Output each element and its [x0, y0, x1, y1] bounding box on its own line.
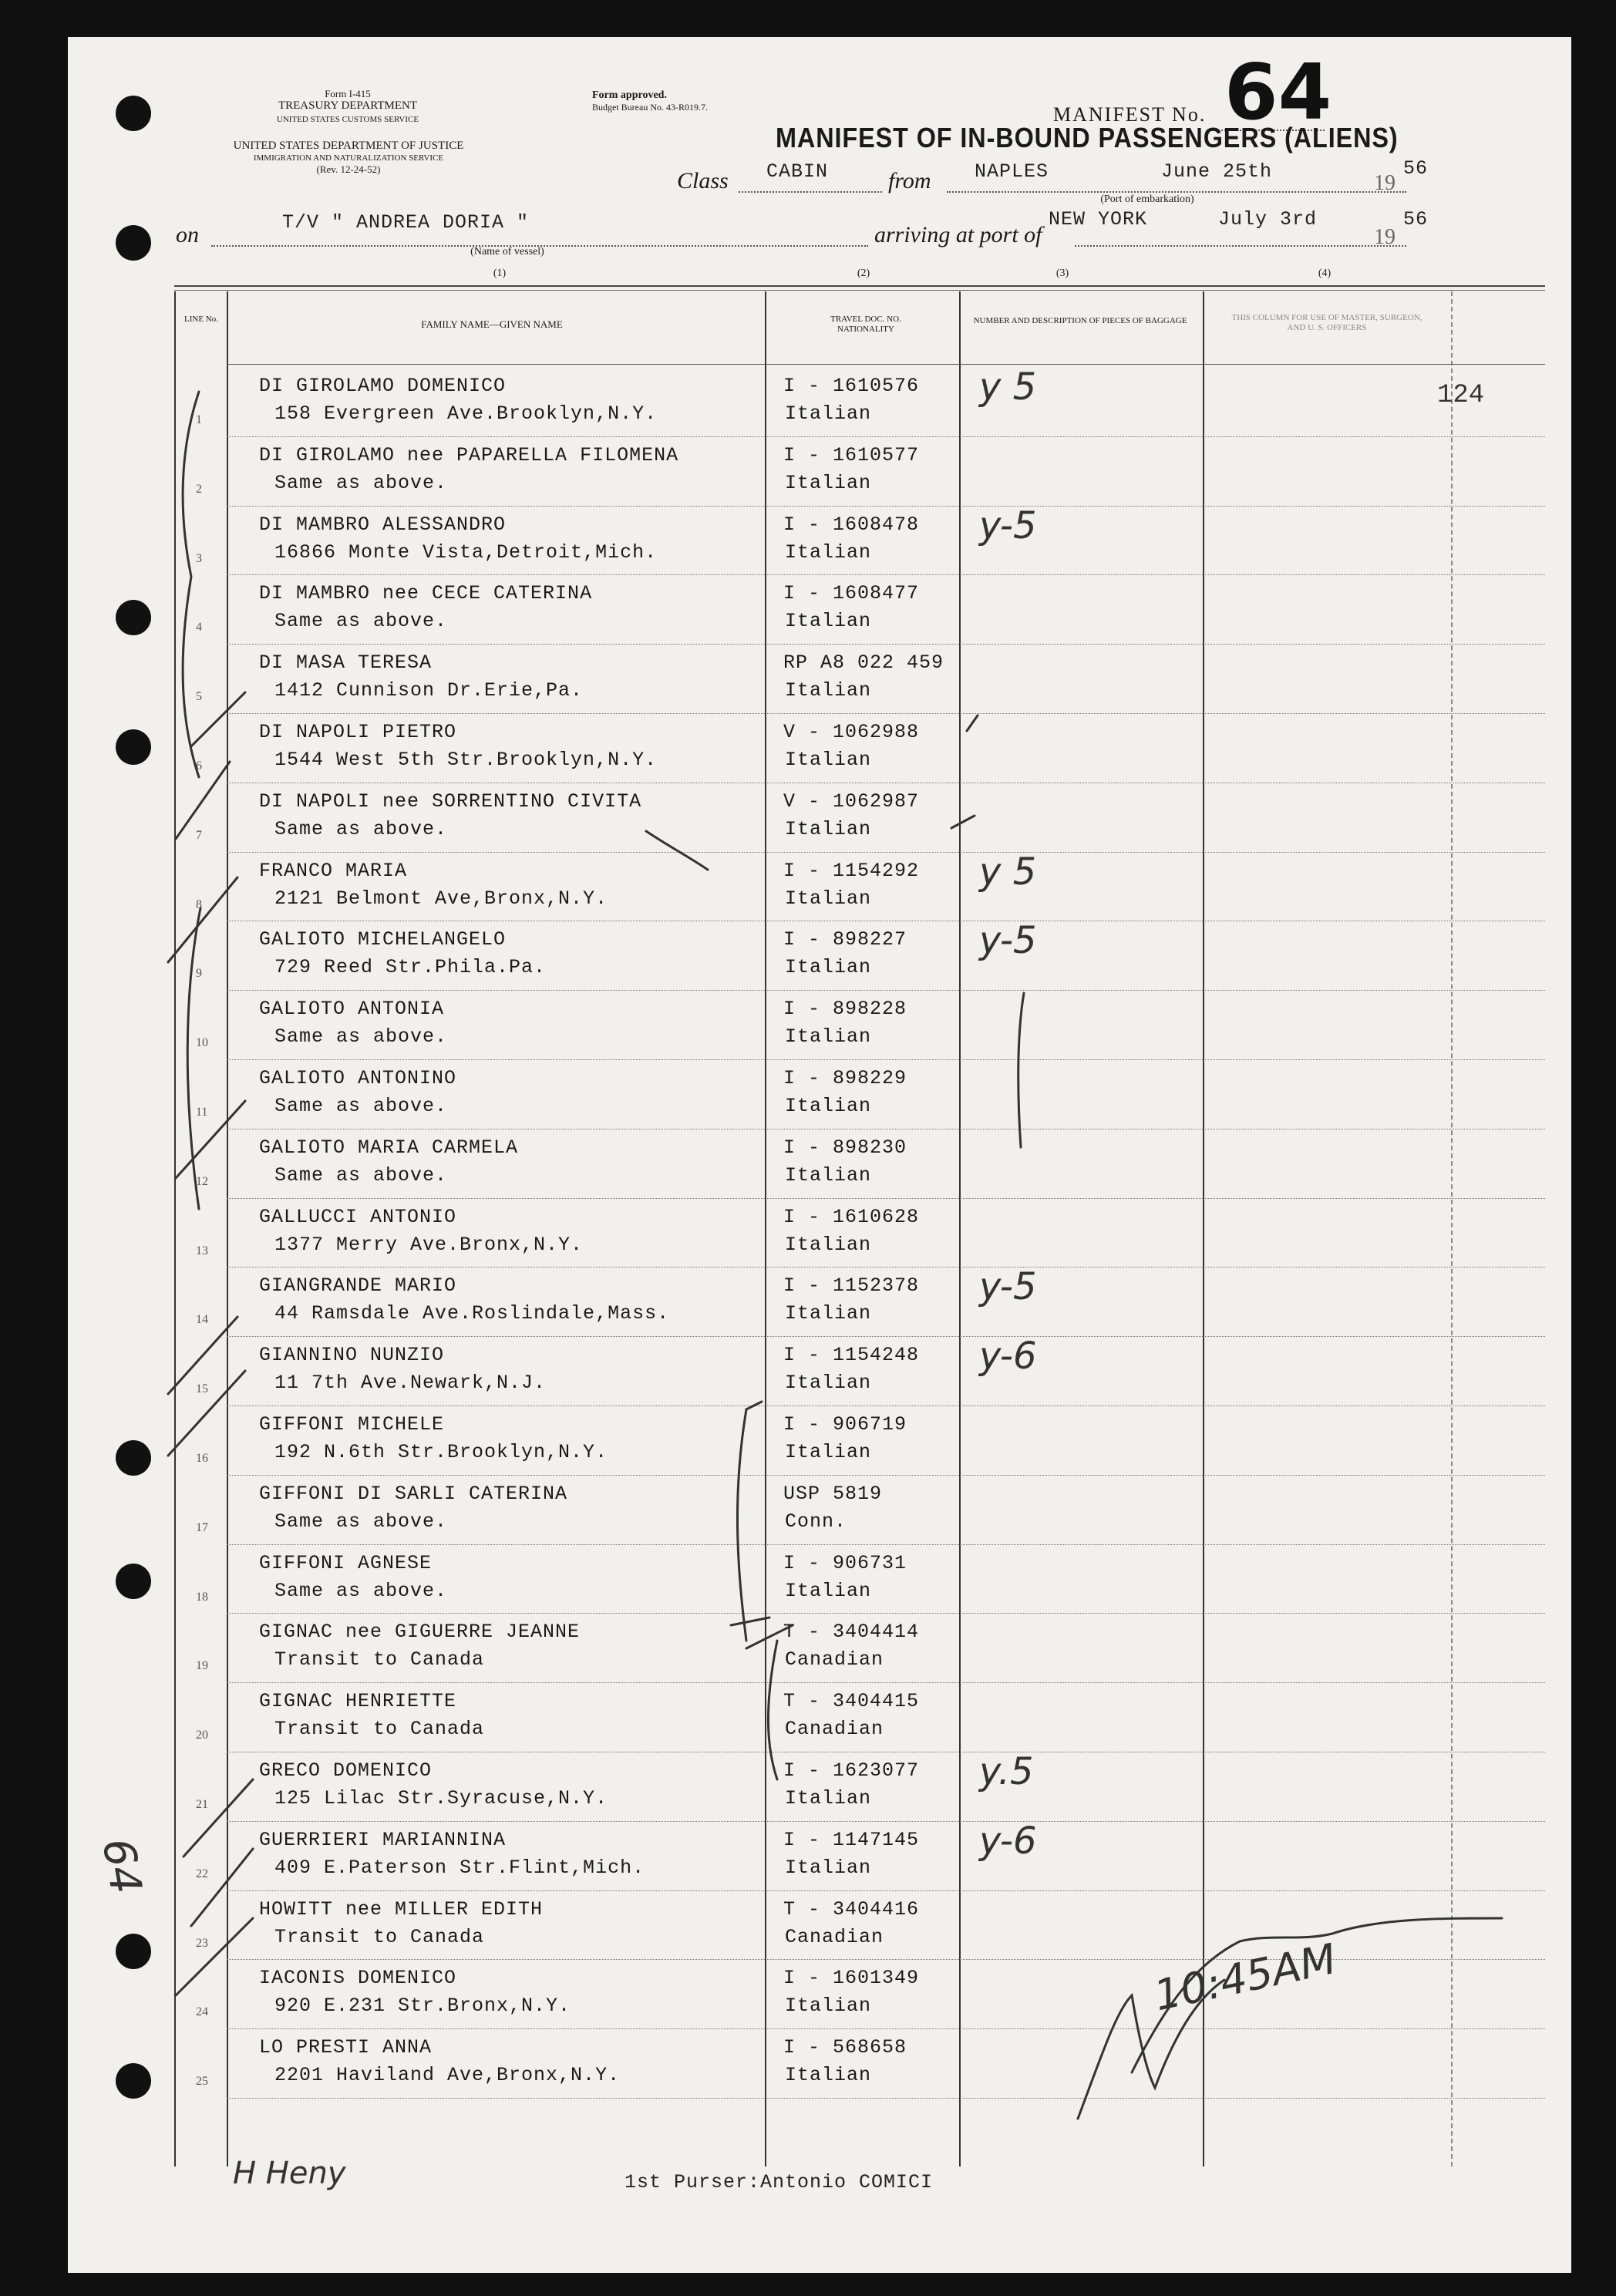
nationality: Italian	[785, 1163, 872, 1187]
naturalization-service: IMMIGRATION AND NATURALIZATION SERVICE	[253, 153, 444, 163]
passenger-address: 125 Lilac Str.Syracuse,N.Y.	[274, 1787, 608, 1810]
line-number: 2	[196, 482, 202, 496]
line-number: 23	[196, 1936, 208, 1950]
line-number: 18	[196, 1590, 208, 1604]
line-number: 4	[196, 621, 202, 635]
line-number: 24	[196, 2005, 208, 2019]
arrival-year: 56	[1403, 208, 1429, 231]
line-number: 5	[196, 690, 202, 704]
form-revision: (Rev. 12-24-52)	[316, 163, 381, 175]
line-number: 15	[196, 1382, 208, 1396]
passenger-name: GIGNAC nee GIGUERRE JEANNE	[259, 1621, 581, 1644]
travel-doc-header: TRAVEL DOC. NO. NATIONALITY	[830, 315, 901, 334]
arrival-date: July 3rd	[1218, 208, 1318, 231]
class-value: CABIN	[766, 160, 829, 183]
travel-doc-number: USP 5819	[783, 1482, 883, 1505]
passenger-address: 409 E.Paterson Str.Flint,Mich.	[274, 1856, 645, 1879]
passenger-address: 1412 Cunnison Dr.Erie,Pa.	[274, 679, 584, 702]
margin-note: 124	[1437, 381, 1485, 410]
form-approved: Form approved.	[592, 89, 667, 101]
passenger-address: Same as above.	[274, 817, 448, 840]
customs-service: UNITED STATES CUSTOMS SERVICE	[276, 115, 419, 124]
passenger-name: DI NAPOLI PIETRO	[259, 721, 457, 743]
nationality: Italian	[785, 1233, 872, 1256]
passenger-address: Same as above.	[274, 471, 448, 494]
travel-doc-number: I - 1601349	[783, 1967, 920, 1990]
passenger-address: 16866 Monte Vista,Detroit,Mich.	[274, 540, 658, 564]
handwritten-time-note: 10:45AM	[1150, 1934, 1341, 2021]
baggage-count: y-5	[979, 919, 1037, 963]
passenger-address: Transit to Canada	[274, 1648, 485, 1672]
nationality: Italian	[785, 2064, 872, 2087]
line-number-header: LINE No.	[184, 315, 218, 324]
passenger-name: GALIOTO ANTONINO	[259, 1067, 457, 1089]
passenger-name: GALIOTO ANTONIA	[259, 998, 445, 1021]
travel-doc-number: I - 898227	[783, 928, 907, 951]
passenger-name: GIGNAC HENRIETTE	[259, 1690, 457, 1713]
arriving-label: arriving at port of	[874, 222, 1042, 247]
passenger-name: LO PRESTI ANNA	[259, 2036, 433, 2059]
line-number: 22	[196, 1867, 208, 1880]
travel-doc-number: I - 906719	[783, 1413, 907, 1436]
travel-doc-number: I - 568658	[783, 2036, 907, 2059]
passenger-name: DI MASA TERESA	[259, 651, 433, 675]
department-of-justice: UNITED STATES DEPARTMENT OF JUSTICE	[233, 140, 464, 152]
passenger-name: HOWITT nee MILLER EDITH	[259, 1897, 544, 1921]
vessel-label: (Name of vessel)	[470, 246, 544, 258]
nationality: Italian	[785, 1372, 872, 1395]
baggage-count: y-6	[979, 1819, 1037, 1863]
line-number: 9	[196, 967, 202, 981]
passenger-address: 158 Evergreen Ave.Brooklyn,N.Y.	[274, 402, 658, 425]
budget-bureau: Budget Bureau No. 43-R019.7.	[592, 102, 708, 113]
passenger-address: Same as above.	[274, 1025, 448, 1049]
nationality: Italian	[785, 1787, 872, 1810]
arrival-year-prefix: 19	[1374, 225, 1395, 249]
passenger-name: GALIOTO MARIA CARMELA	[259, 1136, 519, 1159]
nationality: Canadian	[785, 1648, 884, 1672]
travel-doc-number: I - 898229	[783, 1067, 907, 1089]
manifest-page	[68, 37, 1571, 2273]
travel-doc-number: V - 1062987	[783, 789, 920, 813]
line-number: 3	[196, 551, 202, 565]
line-number: 25	[196, 2075, 208, 2089]
passenger-name: GUERRIERI MARIANNINA	[259, 1828, 507, 1851]
line-number: 12	[196, 1174, 208, 1188]
passenger-name: DI GIROLAMO nee PAPARELLA FILOMENA	[259, 443, 679, 466]
manifest-number: 64	[1224, 47, 1332, 137]
line-number: 10	[196, 1036, 208, 1050]
passenger-address: Same as above.	[274, 1095, 448, 1117]
passenger-address: Same as above.	[274, 610, 448, 633]
line-number: 20	[196, 1729, 208, 1742]
nationality: Italian	[785, 610, 872, 633]
passenger-address: 1377 Merry Ave.Bronx,N.Y.	[274, 1233, 584, 1256]
line-number: 11	[196, 1106, 208, 1119]
departure-date: June 25th	[1161, 160, 1273, 183]
travel-doc-number: I - 1152378	[783, 1274, 920, 1298]
nationality: Conn.	[785, 1510, 847, 1533]
passenger-name: GIFFONI DI SARLI CATERINA	[259, 1482, 568, 1505]
manifest-title: MANIFEST OF IN-BOUND PASSENGERS (ALIENS)	[776, 122, 1399, 153]
baggage-header: NUMBER AND DESCRIPTION OF PIECES OF BAGGAGE	[973, 316, 1187, 325]
column-number-1: (1)	[493, 268, 507, 279]
travel-doc-number: I - 1623077	[783, 1759, 920, 1782]
travel-doc-number: T - 3404414	[783, 1621, 920, 1644]
travel-doc-number: I - 1147145	[783, 1828, 920, 1851]
line-number: 13	[196, 1244, 208, 1257]
passenger-address: Same as above.	[274, 1163, 448, 1187]
officers-header: THIS COLUMN FOR USE OF MASTER, SURGEON, AND U. S. OFFICERS	[1231, 313, 1422, 332]
travel-doc-number: I - 1154248	[783, 1344, 920, 1367]
passenger-name: GIFFONI MICHELE	[259, 1413, 445, 1436]
purser-line: 1st Purser:Antonio COMICI	[625, 2171, 934, 2193]
passenger-name: GIANGRANDE MARIO	[259, 1274, 457, 1298]
from-value: NAPLES	[975, 160, 1049, 183]
nationality: Italian	[785, 887, 872, 910]
family-name-header: FAMILY NAME—GIVEN NAME	[421, 318, 563, 330]
baggage-count: y 5	[979, 850, 1037, 894]
column-number-4: (4)	[1318, 268, 1332, 279]
handwritten-annotations	[68, 37, 1571, 2273]
travel-doc-number: I - 1610628	[783, 1205, 920, 1228]
column-number-2: (2)	[857, 268, 870, 279]
passenger-name: DI MAMBRO ALESSANDRO	[259, 513, 507, 536]
departure-year-prefix: 19	[1374, 171, 1395, 195]
treasury-department: TREASURY DEPARTMENT	[278, 99, 418, 112]
passenger-address: Transit to Canada	[274, 1925, 485, 1948]
nationality: Italian	[785, 402, 872, 425]
manifest-label: MANIFEST No.	[1053, 103, 1207, 126]
passenger-address: 11 7th Ave.Newark,N.J.	[274, 1372, 547, 1395]
passenger-name: DI NAPOLI nee SORRENTINO CIVITA	[259, 789, 642, 813]
nationality: Italian	[785, 749, 872, 771]
baggage-count: y-5	[979, 1265, 1037, 1309]
departure-year: 56	[1403, 157, 1429, 180]
travel-doc-number: I - 906731	[783, 1551, 907, 1574]
nationality: Italian	[785, 817, 872, 840]
travel-doc-number: V - 1062988	[783, 721, 920, 743]
line-number: 7	[196, 828, 202, 842]
travel-doc-number: T - 3404415	[783, 1690, 920, 1713]
nationality: Italian	[785, 471, 872, 494]
form-number: Form I-415	[325, 88, 371, 99]
port-embarkation-label: (Port of embarkation)	[1100, 194, 1194, 205]
baggage-count: y-5	[979, 503, 1037, 547]
travel-doc-number: RP A8 022 459	[783, 651, 944, 675]
line-number: 6	[196, 759, 202, 773]
travel-doc-number: I - 898230	[783, 1136, 907, 1159]
travel-doc-number: I - 1608478	[783, 513, 920, 536]
travel-doc-number: I - 1154292	[783, 859, 920, 882]
line-number: 14	[196, 1313, 208, 1327]
baggage-count: y 5	[979, 365, 1037, 409]
passenger-name: IACONIS DOMENICO	[259, 1967, 457, 1990]
line-number: 21	[196, 1798, 208, 1811]
handwritten-side-number: 64	[92, 1834, 151, 1898]
nationality: Canadian	[785, 1718, 884, 1741]
passenger-name: DI MAMBRO nee CECE CATERINA	[259, 582, 593, 605]
passenger-name: GRECO DOMENICO	[259, 1759, 433, 1782]
line-number: 19	[196, 1659, 208, 1673]
passenger-name: GIANNINO NUNZIO	[259, 1344, 445, 1367]
passenger-address: Same as above.	[274, 1510, 448, 1533]
travel-doc-number: I - 898228	[783, 998, 907, 1021]
passenger-name: DI GIROLAMO DOMENICO	[259, 375, 507, 397]
nationality: Italian	[785, 1025, 872, 1049]
nationality: Canadian	[785, 1925, 884, 1948]
vessel-name: T/V " ANDREA DORIA "	[282, 211, 530, 234]
nationality: Italian	[785, 1302, 872, 1325]
on-label: on	[176, 222, 199, 247]
travel-doc-number: I - 1610576	[783, 375, 920, 397]
passenger-address: Same as above.	[274, 1579, 448, 1602]
line-number: 1	[196, 413, 202, 426]
column-number-3: (3)	[1055, 268, 1069, 279]
nationality: Italian	[785, 540, 872, 564]
nationality: Italian	[785, 1995, 872, 2018]
passenger-name: GALIOTO MICHELANGELO	[259, 928, 507, 951]
from-label: from	[888, 168, 931, 194]
passenger-address: 729 Reed Str.Phila.Pa.	[274, 956, 547, 979]
passenger-address: 44 Ramsdale Ave.Roslindale,Mass.	[274, 1302, 670, 1325]
travel-doc-number: I - 1610577	[783, 443, 920, 466]
passenger-address: 920 E.231 Str.Bronx,N.Y.	[274, 1995, 571, 2018]
line-number: 8	[196, 897, 202, 911]
class-label: Class	[677, 168, 729, 194]
handwritten-signature-note: H Heny	[233, 2156, 346, 2191]
passenger-name: FRANCO MARIA	[259, 859, 408, 882]
nationality: Italian	[785, 1579, 872, 1602]
passenger-address: Transit to Canada	[274, 1718, 485, 1741]
line-number: 16	[196, 1452, 208, 1465]
arrival-port: NEW YORK	[1049, 208, 1148, 231]
passenger-name: GALLUCCI ANTONIO	[259, 1205, 457, 1228]
passenger-address: 192 N.6th Str.Brooklyn,N.Y.	[274, 1441, 608, 1463]
nationality: Italian	[785, 956, 872, 979]
baggage-count: y.5	[979, 1750, 1034, 1793]
travel-doc-number: I - 1608477	[783, 582, 920, 605]
passenger-address: 1544 West 5th Str.Brooklyn,N.Y.	[274, 749, 658, 771]
nationality: Italian	[785, 679, 872, 702]
passenger-address: 2201 Haviland Ave,Bronx,N.Y.	[274, 2064, 621, 2087]
passenger-address: 2121 Belmont Ave,Bronx,N.Y.	[274, 887, 608, 910]
nationality: Italian	[785, 1441, 872, 1463]
travel-doc-number: T - 3404416	[783, 1897, 920, 1921]
nationality: Italian	[785, 1095, 872, 1117]
passenger-name: GIFFONI AGNESE	[259, 1551, 433, 1574]
line-number: 17	[196, 1520, 208, 1534]
baggage-count: y-6	[979, 1335, 1037, 1379]
nationality: Italian	[785, 1856, 872, 1879]
